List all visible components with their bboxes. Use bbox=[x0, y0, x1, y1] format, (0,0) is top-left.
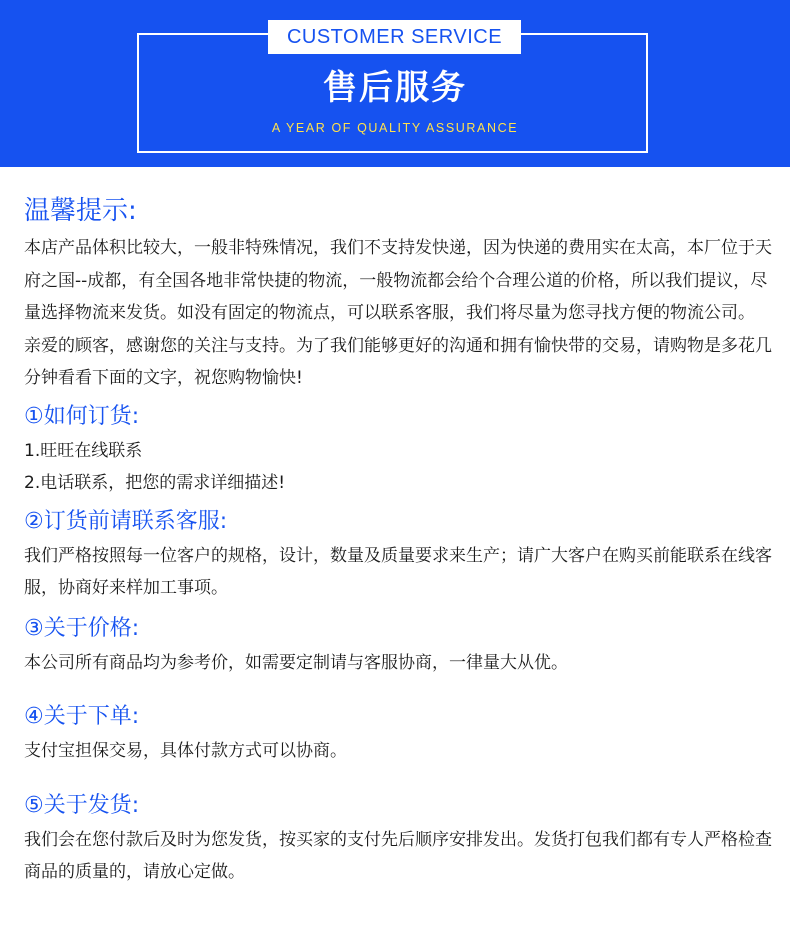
price-text: 本公司所有商品均为参考价，如需要定制请与客服协商，一律量大从优。 bbox=[24, 652, 568, 673]
section-heading-price: ③关于价格: bbox=[24, 615, 140, 641]
section-heading-shipping: ⑤关于发货: bbox=[24, 792, 140, 818]
customer-service-tag: CUSTOMER SERVICE bbox=[268, 20, 521, 54]
contact-text: 我们严格按照每一位客户的规格，设计，数量及质量要求来生产；请广大客户在购买前能联系在线客服，协商好来样加工事项。 bbox=[24, 545, 772, 598]
section-heading-ordering: ④关于下单: bbox=[24, 704, 140, 729]
notice-paragraph-1: 本店产品体积比较大，一般非特殊情况，我们不支持发快递，因为快递的费用实在太高，本厂位于天府之国--成都，有全国各地非常快捷的物流，一般物流都会给个合理公道的价格，所以我们提议，尽量选择物流来发货。如没有固定的物流点，可以联系客服，我们将尽量为您寻找方便的物流公司。 bbox=[24, 238, 772, 323]
shipping-text: 我们会在您付款后及时为您发货，按买家的支付先后顺序安排发出。发货打包我们都有专人严格检查商品的质量的，请放心定做。 bbox=[24, 829, 772, 882]
content-area bbox=[24, 190, 772, 889]
banner-subtitle: A YEAR OF QUALITY ASSURANCE bbox=[271, 121, 519, 135]
header-banner bbox=[0, 0, 790, 167]
banner-title: 售后服务 bbox=[323, 68, 467, 108]
notice-heading: 温馨提示: bbox=[24, 196, 137, 226]
order-method-1: 1.旺旺在线联系 bbox=[24, 440, 143, 461]
ordering-text: 支付宝担保交易，具体付款方式可以协商。 bbox=[24, 741, 347, 761]
section-heading-contact: ②订货前请联系客服: bbox=[24, 508, 228, 534]
order-method-2: 2.电话联系，把您的需求详细描述! bbox=[24, 473, 286, 493]
notice-paragraph-2: 亲爱的顾客，感谢您的关注与支持。为了我们能够更好的沟通和拥有愉快带的交易，请购物是多花几分钟看看下面的文字，祝您购物愉快! bbox=[24, 335, 772, 388]
section-heading-order: ①如何订货: bbox=[24, 403, 140, 429]
